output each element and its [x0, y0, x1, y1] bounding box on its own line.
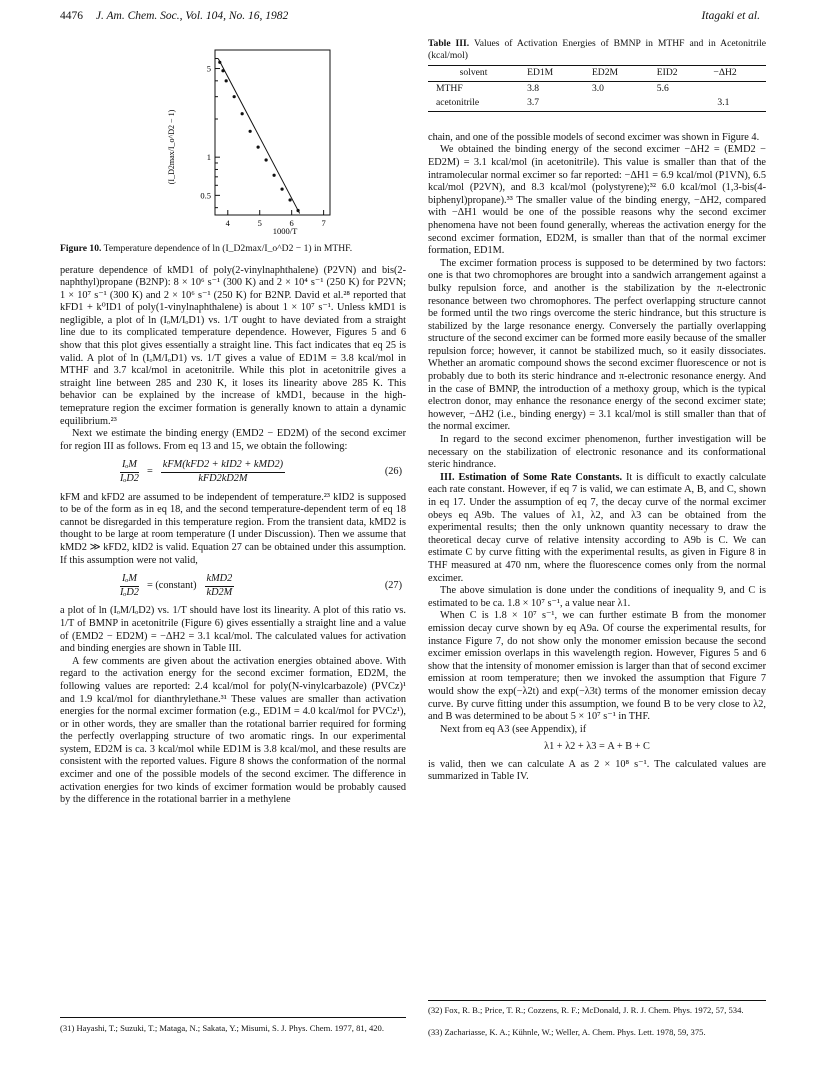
figure-10-caption	[60, 243, 406, 255]
paragraph: Next from eq A3 (see Appendix), if	[440, 723, 587, 735]
table-3-caption	[428, 38, 766, 61]
paragraph: kFM and kFD2 are assumed to be independent of temperature.²³ kID2 is supposed to be of the form as in eq 18, and the second temperature-dependent term of eq 18 cannot be disregarded in this temperature region. From the transient data, kMD2 is thought to be large at room temperature (I under Discussion). Then we assume that kMD2 ≫ kFD2, kID2 is valid. Equation 27 can be obtained under this assumption. If this assumption were not valid,	[60, 491, 406, 566]
table-label: Table III.	[428, 38, 470, 49]
paragraph: The excimer formation process is supposed to be determined by two factors: one is that two chromophores are brought into a sandwich arrangement against a bulky repulsion force, and another is the stabilization by the π-electronic resonance between two chromophores. The perfect overlapping structure cannot be formed until the two rings overcome the steric hindrance, but this structure is stabilized by the large resonance energy. Conversely the partially overlapping structure of the second excimer can be formed more easily because of the smaller repulsion force; however, it cannot be stabilized much, so it easily dissociates. Whether an aromatic compound shows the second excimer fluorescence or not is probably due to both its steric hindrance and π-electronic resonance energy. And in the case of BMNP, the introduction of a methoxy group, which is the typical electron donor, may enhance the resonance energy of the second excimer state; however, −ΔH2 (i.e., binding energy) = 3.1 kcal/mol is still smaller than that of the normal excimer.	[428, 257, 766, 433]
table-header: −ΔH2	[713, 67, 737, 78]
paragraph: A few comments are given about the activation energies obtained above. With regard to the activation energy for the second excimer formation, ED2M, the following values are reported: 2.4 kcal/mol for poly(N-vinylcarbazole) (PVCz)¹ and 1.9 kcal/mol for dianthrylethane.³¹ These values are smaller than activation energies for the normal excimer formation (e.g., ED1M = 4.0 kcal/mol for PVCz¹), or in other words, they are smaller than the rotational barrier required for forming the perfectly overlapping structure of two aromatic rings. In our experimental system, ED2M is ca. 3 kcal/mol while ED1M is 3.8 kcal/mol, and these results are consistent with the reported values. Figure 8 shows the conformation of the normal excimer and one of the possible models of the second excimer. The difference in activation energies for two kinds of excimer formation would be probably caused by the difference in the rotational barrier in a methylene	[60, 655, 406, 806]
data-point	[257, 146, 260, 149]
x-tick-label: 4	[225, 218, 230, 228]
paragraph: Next we estimate the binding energy (EMD2 − ED2M) of the second excimer for region III as follows. From eq 13 and 15, we obtain the following:	[60, 428, 406, 452]
table-caption-text: Values of Activation Energies of BMNP in MTHF and in Acetonitrile (kcal/mol)	[428, 38, 766, 61]
footnote-rule	[60, 1017, 406, 1018]
paragraph: When C is 1.8 × 10⁷ s⁻¹, we can further estimate B from the monomer emission decay curve shown by eq A9a. Of course the experimental results, for instance Figure 7, do not show only the monomer emission because the second excimer emission overlaps in this wavelength region. However, Figures 5 and 6 show that the intensity of monomer emission is larger than that of second excimer emission at room temperature; then we invoked the assumption that Figure 7 would show the exp(−λ2t) and exp(−λ3t) terms of the monomer emission decay curve. By curve fitting under this assumption, we found B to be very close to λ2, and B was determined to be about 5 × 10⁷ s⁻¹ in THF.	[428, 610, 766, 723]
x-axis-label: 1000/T	[272, 226, 298, 236]
table-header: EID2	[656, 67, 678, 78]
y-tick-label: 5	[206, 63, 211, 74]
eq27-lhs: $\frac{\text{IₒM}}{\text{IₒD2}}$	[120, 573, 139, 598]
figure-caption-text: Temperature dependence of ln (I_D2max/I_o^D2 − 1) in MTHF.	[103, 243, 353, 254]
equation-number: (26)	[384, 466, 402, 478]
x-tick-label: 7	[321, 218, 326, 228]
footnote-rule	[428, 1000, 766, 1001]
data-point	[280, 188, 283, 191]
table-header: ED2M	[591, 67, 619, 78]
table-header: ED1M	[527, 67, 554, 78]
x-tick-label: 6	[289, 218, 294, 228]
journal-citation: J. Am. Chem. Soc., Vol. 104, No. 16, 1982	[95, 10, 289, 22]
page-number: 4476	[60, 10, 83, 22]
equation-26: $\frac{\text{IₒM}}{\text{IₒD2}}$ = $\frac{\text{kFM(kFD2 + kID2 + kMD2)}}{\text{kFD2kD2M}}$ (26)	[60, 459, 406, 485]
paragraph: III. Estimation of Some Rate Constants. It is difficult to exactly calculate each rate constant. However, if eq 7 is valid, we can estimate A, B, and C, shown in eq 17. Under the assumption of eq 7, the decay curve of the normal excimer obeys eq A9b. The values of λ1, λ2, and λ3 can be obtained from the experimental results; then the only unknown quantity necessary to draw the theoretical decay curve of relative intensity according to A9b is C. We can estimate C by curve fitting with the experimental results, as given in Figure 8 in THF measured at 470 nm, where the fluorescence comes only from the normal excimer.	[428, 471, 766, 584]
data-point	[233, 95, 236, 98]
footnote-31: (31) Hayashi, T.; Suzuki, T.; Mataga, N.; Sakata, Y.; Misumi, S. J. Phys. Chem. 1977, 81, 420.	[60, 1023, 385, 1033]
plot-frame	[215, 50, 330, 215]
figure-10-chart	[160, 42, 360, 237]
data-point	[288, 198, 291, 201]
data-point	[249, 130, 252, 133]
eq26-lhs: $\frac{\text{IₒM}}{\text{IₒD2}}$	[120, 459, 139, 484]
table-row: acetonitrile 3.7 3.1	[436, 97, 730, 109]
table-header: solvent	[459, 67, 488, 78]
x-tick-label: 5	[257, 218, 262, 228]
eq26-rhs: $\frac{\text{kFM(kFD2 + kID2 + kMD2)}}{\text{kFD2kD2M}}$	[162, 459, 284, 484]
paragraph: perature dependence of kMD1 of poly(2-vinylnaphthalene) (P2VN) and bis(2-naphthyl)propane (B2NP): 8 × 10⁶ s⁻¹ (300 K) and 2 × 10⁴ s⁻¹ (250 K) for P2VN; 1 × 10⁷ s⁻¹ (300 K) and 2 × 10⁶ s⁻¹ (250 K) for B2NP. David et al.²⁸ reported that kFD1 + k⁰ID1 of poly(1-vinylnaphthalene) is about 1 × 10⁷ s⁻¹. Unless kMD1 is negligible, a plot of ln (IₒM/IₒD1) vs. 1/T ought to have deviated from a straight line due to its complicated temperature dependence. However, Figures 5 and 6 show that this plot gives essentially a straight line. This fact indicates that eq 25 is valid. A plot of ln (IₒM/IₒD1) vs. 1/T gives a value of ED1M = 3.8 kcal/mol in MTHF and 3.7 kcal/mol in acetonitrile. While this plot in acetonitrile gives a straight line between 285 and 230 K, it loses its linearity above 285 K. This behavior can be explained by the increase of kMD1, because in the high-temeprature region the excimer formation is generally known to attain a dynamic equilibrium.²³	[60, 264, 406, 427]
running-header-left	[60, 10, 288, 22]
data-point	[265, 158, 268, 161]
data-point	[241, 112, 244, 115]
footnote-32: (32) Fox, R. B.; Price, T. R.; Cozzens, R. F.; McDonald, J. R. J. Chem. Phys. 1972, 57, 534.	[428, 1005, 744, 1015]
paragraph: The above simulation is done under the conditions of inequality 9, and C is estimated to be ca. 1.8 × 10⁷ s⁻¹, a value near λ1.	[428, 585, 766, 609]
figure-label: Figure 10.	[60, 243, 102, 254]
y-tick-label: 0.5	[200, 190, 211, 201]
table-row: MTHF 3.8 3.0 5.6	[436, 82, 669, 94]
paragraph: In regard to the second excimer phenomenon, further investigation will be necessary on the stabilization of electronic resonance and its conformational steric hindrance.	[428, 434, 766, 471]
fit-line	[218, 58, 299, 213]
y-axis-label: (I_D2max/I_o^D2 − 1)	[167, 109, 176, 185]
equation-sum: λ1 + λ2 + λ3 = A + B + C	[544, 741, 650, 753]
paragraph: is valid, then we can calculate A as 2 × 10⁸ s⁻¹. The calculated values are summarized in Table IV.	[428, 758, 766, 783]
running-header-authors: Itagaki et al.	[701, 10, 760, 22]
table-3	[428, 65, 766, 112]
y-tick-label: 1	[206, 152, 211, 163]
equation-number: (27)	[384, 579, 402, 591]
paragraph: We obtained the binding energy of the second excimer −ΔH2 = (EMD2 − ED2M) = 3.1 kcal/mol (in acetonitrile). This value is smaller than that of the intramolecular normal excimer so far reported: −ΔH1 = 6.9 kcal/mol (P1VN), 6.5 kcal/mol (P2VN), and 8.3 kcal/mol (polystyrene);³² 6.0 kcal/mol (1,3-bis(4-biphenyl)propane).³³ The smaller value of the binding energy, −ΔH2, compared with −ΔH1 would be one of the possible reasons why the second excimer phenomena have not been found generally, whereas the activation energy for the second excimer formation, ED2M, is smaller than that of the normal excimer formation, ED1M.	[428, 144, 766, 257]
paragraph: a plot of ln (IₒM/IₒD2) vs. 1/T should have lost its linearity. A plot of this ratio vs. 1/T of BMNP in acetonitrile (Figure 6) gives essentially a straight line and a value of (EMD2 − ED2M) = −ΔH2 = 3.1 kcal/mol. The calculated values for activation and binding energies are shown in Table III.	[60, 605, 406, 655]
data-point	[272, 174, 275, 177]
left-column	[60, 243, 406, 807]
right-column	[428, 38, 766, 784]
footnote-33: (33) Zachariasse, K. A.; Kühnle, W.; Weller, A. Chem. Phys. Lett. 1978, 59, 375.	[428, 1027, 706, 1037]
section-heading: III. Estimation of Some Rate Constants.	[440, 471, 623, 483]
data-point	[225, 79, 228, 82]
equation-27: $\frac{\text{IₒM}}{\text{IₒD2}}$ = (constant) $\frac{\text{kMD2}}{kD2M}$ (27)	[60, 573, 406, 599]
paragraph: chain, and one of the possible models of second excimer was shown in Figure 4.	[428, 131, 760, 143]
eq27-rhs: $\frac{\text{kMD2}}{kD2M}$	[206, 573, 233, 598]
